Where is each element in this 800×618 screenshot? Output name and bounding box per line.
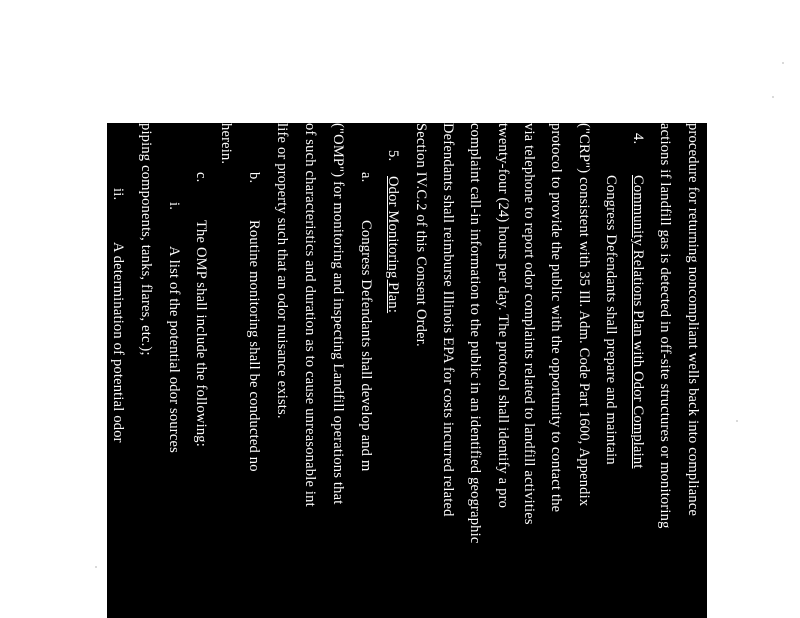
list-marker: ii. bbox=[110, 188, 126, 201]
line-text: ("OMP") for monitoring and inspecting Landfill operations that bbox=[330, 123, 346, 505]
line-text: The OMP shall include the following: bbox=[193, 220, 209, 447]
line-text: twenty-four (24) hours per day. The protocol shall identify a pro bbox=[495, 123, 511, 509]
document-line bbox=[271, 123, 293, 419]
document-line bbox=[654, 123, 676, 529]
document-line bbox=[215, 123, 237, 164]
list-marker: 4. bbox=[630, 133, 646, 145]
line-text: protocol to provide the public with the opportunity to contact the bbox=[548, 123, 564, 513]
scan-speck bbox=[736, 420, 738, 422]
document-line bbox=[600, 175, 622, 465]
line-text: Community Relations Plan with Odor Complaint bbox=[630, 175, 646, 469]
line-text: Defendants shall reimburse Illinois EPA for costs incurred related bbox=[440, 123, 456, 517]
scan-speck bbox=[782, 62, 784, 64]
line-text: piping components, tanks, flares, etc.); bbox=[138, 123, 154, 356]
document-line bbox=[327, 123, 349, 504]
line-text: procedure for returning noncompliant wells back into compliance bbox=[685, 123, 701, 517]
document-line bbox=[299, 123, 321, 507]
list-marker: b. bbox=[246, 172, 262, 184]
line-text: Congress Defendants shall develop and m bbox=[358, 220, 374, 472]
list-marker: 5. bbox=[385, 150, 401, 162]
list-marker: i. bbox=[166, 202, 182, 211]
line-text: ("CRP") consistent with 35 Ill. Adm. Code Part 1600, Appendix bbox=[576, 123, 592, 507]
document-line bbox=[682, 123, 704, 516]
document-line bbox=[410, 123, 432, 347]
document-line bbox=[437, 123, 459, 517]
document-line bbox=[545, 123, 567, 512]
scan-speck bbox=[772, 96, 774, 98]
scanned-document bbox=[82, 123, 707, 618]
line-text: A list of the potential odor sources bbox=[166, 246, 182, 453]
line-text: herein. bbox=[218, 123, 234, 165]
document-line bbox=[573, 123, 595, 506]
document-line bbox=[135, 123, 157, 356]
line-text: Odor Monitoring Plan: bbox=[385, 176, 401, 314]
document-line bbox=[492, 123, 514, 508]
document-line bbox=[79, 123, 101, 407]
line-text: are the most likely to result in odor complaints; bbox=[82, 123, 98, 408]
document-line bbox=[518, 123, 540, 525]
rotated-page bbox=[82, 123, 707, 618]
line-text: actions if landfill gas is detected in off-site structures or monitoring bbox=[657, 123, 673, 529]
line-text: Section IV.C.2 of this Consent Order. bbox=[413, 123, 429, 347]
scan-speck bbox=[95, 566, 97, 568]
line-text: Congress Defendants shall prepare and maintain bbox=[603, 175, 619, 465]
line-text: complaint call-in information to the public in an identified geographic bbox=[467, 123, 483, 544]
line-text: of such characteristics and duration as to cause unreasonable int bbox=[302, 123, 318, 507]
line-text: Routine monitoring shall be conducted no bbox=[246, 220, 262, 472]
line-text: A determination of potential odor bbox=[110, 242, 126, 443]
list-marker: c. bbox=[193, 172, 209, 183]
line-text: via telephone to report odor complaints related to landfill activities bbox=[521, 123, 537, 525]
document-line bbox=[464, 123, 486, 543]
list-marker: a. bbox=[358, 172, 374, 183]
line-text: life or property such that an odor nuisance exists. bbox=[274, 123, 290, 419]
